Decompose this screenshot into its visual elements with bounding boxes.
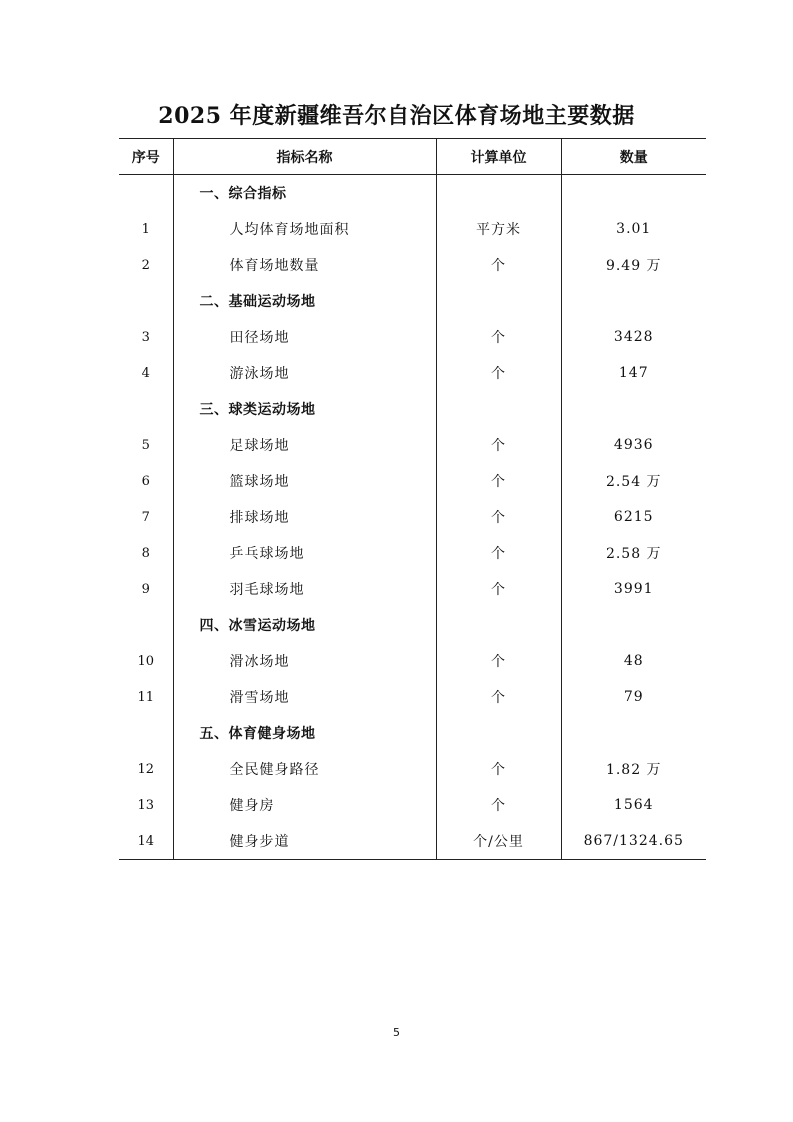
cell-value: 2.54 万 bbox=[561, 463, 706, 499]
cell-seq: 2 bbox=[141, 257, 150, 273]
document-title: 2025 年度新疆维吾尔自治区体育场地主要数据 bbox=[158, 103, 635, 129]
cell-unit bbox=[436, 607, 561, 643]
cell-seq bbox=[119, 391, 173, 427]
cell-seq: 13 bbox=[137, 797, 155, 813]
cell-value: 1.82 万 bbox=[561, 751, 706, 787]
cell-value bbox=[561, 283, 706, 319]
table-row bbox=[119, 751, 706, 787]
cell-seq: 10 bbox=[137, 653, 155, 669]
table-section-row bbox=[119, 607, 706, 643]
cell-name: 健身步道 bbox=[173, 823, 436, 860]
cell-name: 人均体育场地面积 bbox=[173, 211, 436, 247]
table-header-row bbox=[119, 139, 706, 175]
cell-value: 867/1324.65 bbox=[561, 823, 706, 860]
cell-unit: 个/公里 bbox=[436, 823, 561, 860]
cell-value: 2.58 万 bbox=[561, 535, 706, 571]
cell-unit: 个 bbox=[436, 355, 561, 391]
cell-name: 排球场地 bbox=[173, 499, 436, 535]
header-unit: 计算单位 bbox=[436, 139, 561, 175]
cell-seq: 6 bbox=[141, 473, 150, 489]
table-section-row bbox=[119, 175, 706, 212]
cell-value bbox=[561, 715, 706, 751]
table-row bbox=[119, 679, 706, 715]
sports-venue-data-table bbox=[119, 138, 706, 860]
page-number: 5 bbox=[393, 1026, 400, 1039]
table-body bbox=[119, 175, 706, 860]
cell-seq bbox=[119, 607, 173, 643]
cell-seq: 3 bbox=[141, 329, 150, 345]
cell-value: 3428 bbox=[561, 319, 706, 355]
table-row bbox=[119, 355, 706, 391]
cell-seq: 7 bbox=[141, 509, 150, 525]
section-heading: 一、综合指标 bbox=[173, 175, 436, 212]
cell-value: 9.49 万 bbox=[561, 247, 706, 283]
cell-unit: 个 bbox=[436, 643, 561, 679]
cell-value bbox=[561, 175, 706, 212]
cell-unit: 个 bbox=[436, 463, 561, 499]
cell-unit bbox=[436, 715, 561, 751]
cell-unit bbox=[436, 283, 561, 319]
table-row bbox=[119, 535, 706, 571]
cell-name: 篮球场地 bbox=[173, 463, 436, 499]
cell-unit: 个 bbox=[436, 427, 561, 463]
cell-value: 6215 bbox=[561, 499, 706, 535]
table-row bbox=[119, 247, 706, 283]
cell-seq: 5 bbox=[141, 437, 150, 453]
cell-value: 3.01 bbox=[561, 211, 706, 247]
cell-name: 田径场地 bbox=[173, 319, 436, 355]
table-row bbox=[119, 319, 706, 355]
cell-value bbox=[561, 607, 706, 643]
cell-unit: 个 bbox=[436, 319, 561, 355]
cell-name: 全民健身路径 bbox=[173, 751, 436, 787]
cell-name: 乒乓球场地 bbox=[173, 535, 436, 571]
cell-seq: 8 bbox=[141, 545, 150, 561]
table-row bbox=[119, 823, 706, 860]
table-row bbox=[119, 211, 706, 247]
cell-unit bbox=[436, 175, 561, 212]
cell-unit: 平方米 bbox=[436, 211, 561, 247]
cell-seq: 11 bbox=[137, 689, 155, 705]
header-name: 指标名称 bbox=[173, 139, 436, 175]
cell-unit: 个 bbox=[436, 247, 561, 283]
cell-value: 1564 bbox=[561, 787, 706, 823]
cell-seq bbox=[119, 715, 173, 751]
table-row bbox=[119, 571, 706, 607]
cell-seq: 1 bbox=[141, 221, 150, 237]
cell-unit: 个 bbox=[436, 751, 561, 787]
cell-seq bbox=[119, 283, 173, 319]
section-heading: 四、冰雪运动场地 bbox=[173, 607, 436, 643]
table-section-row bbox=[119, 391, 706, 427]
section-heading: 五、体育健身场地 bbox=[173, 715, 436, 751]
cell-value bbox=[561, 391, 706, 427]
cell-seq: 14 bbox=[119, 823, 173, 860]
table-section-row bbox=[119, 715, 706, 751]
table-row bbox=[119, 787, 706, 823]
cell-unit: 个 bbox=[436, 679, 561, 715]
cell-value: 4936 bbox=[561, 427, 706, 463]
cell-value: 79 bbox=[561, 679, 706, 715]
cell-name: 羽毛球场地 bbox=[173, 571, 436, 607]
cell-seq: 12 bbox=[137, 761, 155, 777]
header-seq: 序号 bbox=[119, 139, 173, 175]
cell-name: 体育场地数量 bbox=[173, 247, 436, 283]
cell-seq: 9 bbox=[141, 581, 150, 597]
cell-seq bbox=[119, 175, 173, 212]
cell-unit: 个 bbox=[436, 535, 561, 571]
cell-value: 3991 bbox=[561, 571, 706, 607]
header-value: 数量 bbox=[561, 139, 706, 175]
cell-name: 足球场地 bbox=[173, 427, 436, 463]
cell-name: 滑雪场地 bbox=[173, 679, 436, 715]
cell-unit: 个 bbox=[436, 787, 561, 823]
section-heading: 二、基础运动场地 bbox=[173, 283, 436, 319]
cell-unit bbox=[436, 391, 561, 427]
section-heading: 三、球类运动场地 bbox=[173, 391, 436, 427]
cell-name: 游泳场地 bbox=[173, 355, 436, 391]
table-section-row bbox=[119, 283, 706, 319]
table-row bbox=[119, 499, 706, 535]
table-row bbox=[119, 427, 706, 463]
table-row bbox=[119, 643, 706, 679]
cell-unit: 个 bbox=[436, 571, 561, 607]
cell-name: 健身房 bbox=[173, 787, 436, 823]
cell-value: 48 bbox=[561, 643, 706, 679]
cell-unit: 个 bbox=[436, 499, 561, 535]
cell-value: 147 bbox=[561, 355, 706, 391]
cell-seq: 4 bbox=[141, 365, 150, 381]
cell-name: 滑冰场地 bbox=[173, 643, 436, 679]
table-row bbox=[119, 463, 706, 499]
